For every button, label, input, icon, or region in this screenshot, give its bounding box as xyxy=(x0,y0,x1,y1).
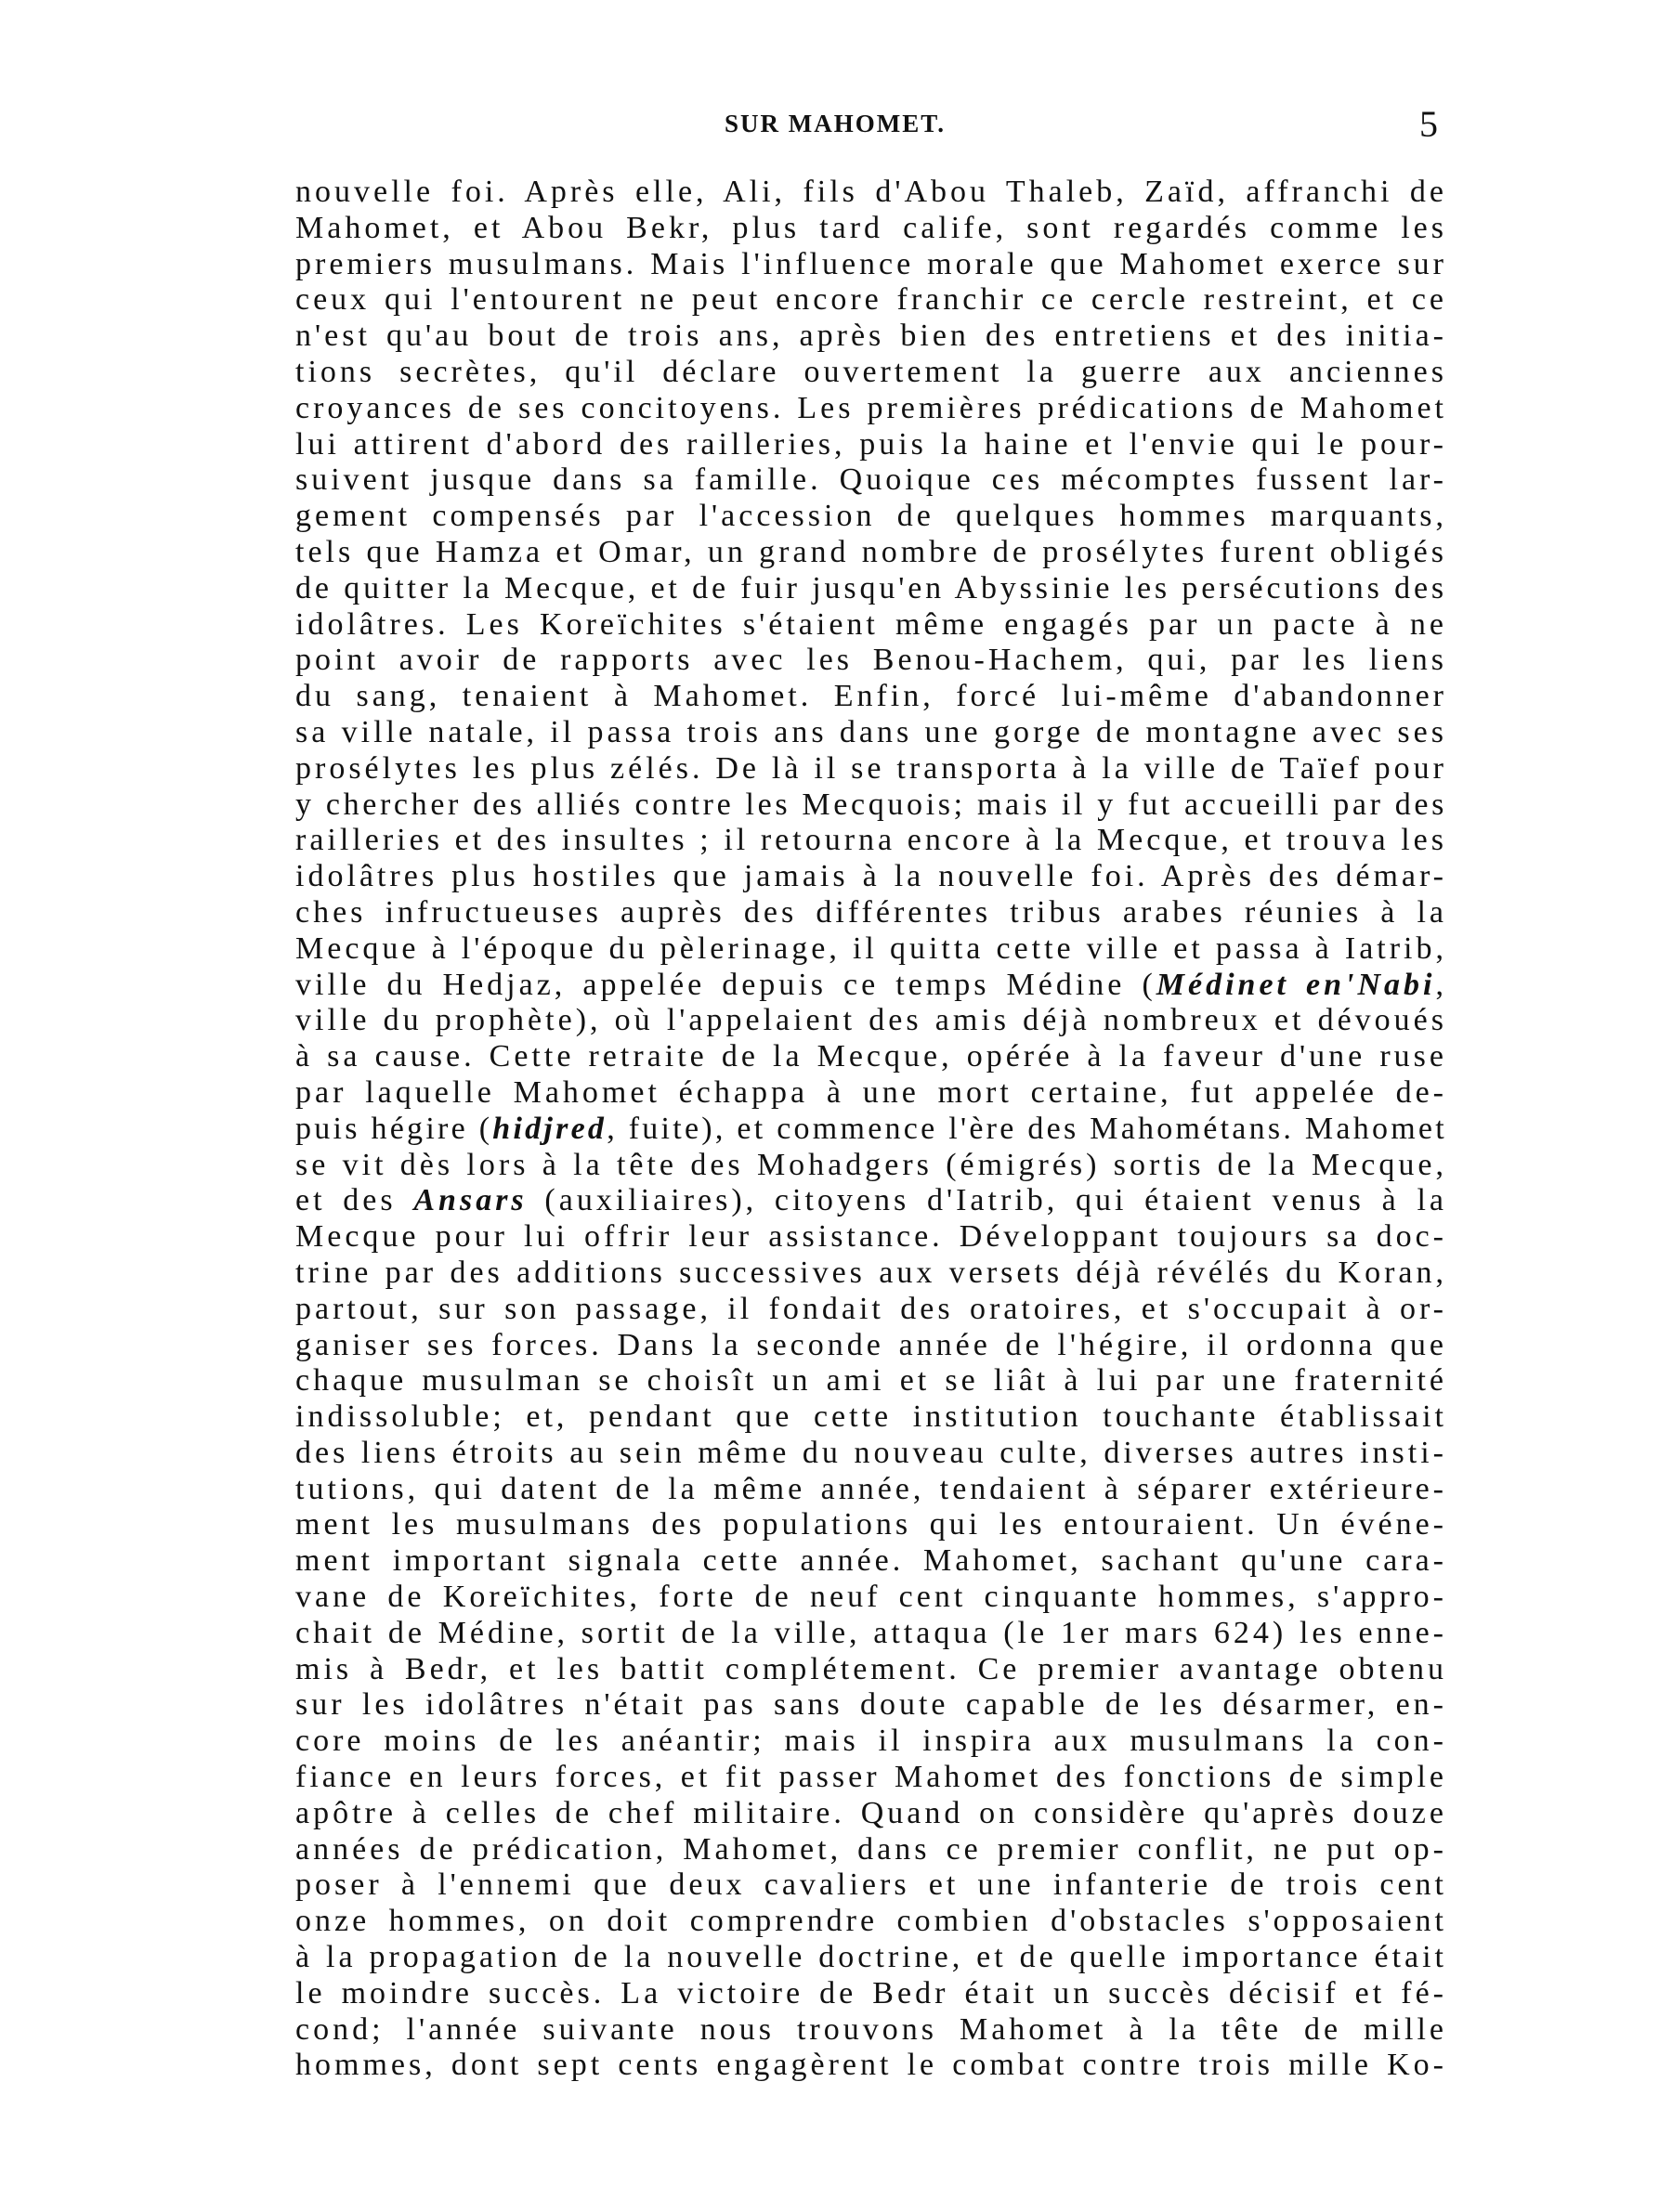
italic-term: Ansars xyxy=(413,1183,528,1218)
text-line xyxy=(295,1940,1447,1976)
text-segment: se vit dès lors à la tête des Mohadgers (émigrés) sortis de la Mecque, xyxy=(295,1147,1447,1182)
text-segment: Mecque à l'époque du pèlerinage, il quitta cette ville et passa à Iatrib, xyxy=(295,930,1447,966)
text-segment: des liens étroits au sein même du nouveau culte, diverses autres insti- xyxy=(295,1435,1447,1470)
text-segment: à la propagation de la nouvelle doctrine, et de quelle importance était xyxy=(295,1940,1447,1975)
text-line xyxy=(295,535,1447,571)
text-segment: cond; l'année suivante nous trouvons Mahomet à la tête de mille xyxy=(295,2011,1447,2047)
text-line xyxy=(295,1075,1447,1112)
text-line xyxy=(295,391,1447,427)
text-segment: tels que Hamza et Omar, un grand nombre de prosélytes furent obligés xyxy=(295,534,1447,569)
text-segment: le moindre succès. La victoire de Bedr était un succès décisif et fé- xyxy=(295,1975,1447,2010)
text-line xyxy=(295,1328,1447,1364)
text-line xyxy=(295,1543,1447,1580)
text-segment: tions secrètes, qu'il déclare ouvertement la guerre aux anciennes xyxy=(295,354,1447,389)
text-segment: ches infructueuses auprès des différentes tribus arabes réunies à la xyxy=(295,894,1447,930)
text-segment: premiers musulmans. Mais l'influence morale que Mahomet exerce sur xyxy=(295,246,1447,281)
text-segment: ceux qui l'entourent ne peut encore franchir ce cercle restreint, et ce xyxy=(295,282,1447,318)
text-segment: y chercher des alliés contre les Mecquois; mais il y fut accueilli par des xyxy=(295,787,1447,822)
text-line xyxy=(295,175,1447,211)
text-line xyxy=(295,427,1447,463)
running-head xyxy=(0,102,1659,149)
text-line xyxy=(295,2012,1447,2049)
text-line xyxy=(295,1832,1447,1868)
text-line xyxy=(295,787,1447,824)
text-line xyxy=(295,859,1447,895)
italic-term: Médinet en'Nabi xyxy=(1156,967,1436,1002)
text-segment: indissoluble; et, pendant que cette institution touchante établissait xyxy=(295,1399,1447,1435)
text-line xyxy=(295,211,1447,247)
text-segment: années de prédication, Mahomet, dans ce premier conflit, ne put op- xyxy=(295,1831,1447,1867)
text-line xyxy=(295,1796,1447,1832)
text-line xyxy=(295,968,1447,1004)
text-line xyxy=(295,1399,1447,1436)
italic-term: hidjred xyxy=(492,1111,607,1146)
text-segment: point avoir de rapports avec les Benou-Hachem, qui, par les liens xyxy=(295,643,1447,678)
text-line xyxy=(295,1760,1447,1796)
text-segment: , xyxy=(1435,967,1447,1002)
text-line xyxy=(295,571,1447,607)
text-segment: ganiser ses forces. Dans la seconde année de l'hégire, il ordonna que xyxy=(295,1327,1447,1362)
text-line xyxy=(295,1436,1447,1472)
text-line xyxy=(295,2048,1447,2084)
text-segment: trine par des additions successives aux versets déjà révélés du Koran, xyxy=(295,1255,1447,1290)
text-line xyxy=(295,355,1447,391)
text-line xyxy=(295,931,1447,968)
text-line xyxy=(295,1219,1447,1256)
text-segment: hommes, dont sept cents engagèrent le combat contre trois mille Ko- xyxy=(295,2048,1447,2083)
text-segment: de quitter la Mecque, et de fuir jusqu'en Abyssinie les persécutions des xyxy=(295,570,1447,605)
text-segment: du sang, tenaient à Mahomet. Enfin, forcé lui-même d'abandonner xyxy=(295,679,1447,714)
text-line xyxy=(295,1507,1447,1543)
text-segment: suivent jusque dans sa famille. Quoique ces mécomptes fussent lar- xyxy=(295,462,1447,498)
text-line xyxy=(295,1867,1447,1904)
text-line xyxy=(295,1616,1447,1652)
text-line xyxy=(295,1183,1447,1219)
text-segment: apôtre à celles de chef militaire. Quand on considère qu'après douze xyxy=(295,1795,1447,1830)
text-segment: n'est qu'au bout de trois ans, après bien des entretiens et des initia- xyxy=(295,319,1447,354)
text-line xyxy=(295,1148,1447,1184)
text-segment: croyances de ses concitoyens. Les premières prédications de Mahomet xyxy=(295,390,1447,425)
text-line xyxy=(295,1580,1447,1616)
text-line xyxy=(295,607,1447,644)
text-segment: poser à l'ennemi que deux cavaliers et une infanterie de trois cent xyxy=(295,1867,1447,1903)
text-segment: railleries et des insultes ; il retourna encore à la Mecque, et trouva les xyxy=(295,823,1447,858)
text-segment: gement compensés par l'accession de quelques hommes marquants, xyxy=(295,499,1447,534)
text-line xyxy=(295,751,1447,787)
text-segment: nouvelle foi. Après elle, Ali, fils d'Abou Thaleb, Zaïd, affranchi de xyxy=(295,175,1447,209)
text-segment: idolâtres plus hostiles que jamais à la nouvelle foi. Après des démar- xyxy=(295,859,1447,894)
text-line xyxy=(295,895,1447,931)
text-segment: ment important signala cette année. Mahomet, sachant qu'une cara- xyxy=(295,1543,1447,1579)
text-segment: chaque musulman se choisît un ami et se liât à lui par une fraternité xyxy=(295,1363,1447,1399)
text-segment: core moins de les anéantir; mais il inspira aux musulmans la con- xyxy=(295,1724,1447,1759)
text-segment: tutions, qui datent de la même année, tendaient à séparer extérieure- xyxy=(295,1471,1447,1506)
text-line xyxy=(295,1724,1447,1760)
text-line xyxy=(295,823,1447,859)
text-segment: vane de Koreïchites, forte de neuf cent cinquante hommes, s'appro- xyxy=(295,1580,1447,1615)
text-segment: sa ville natale, il passa trois ans dans une gorge de montagne avec ses xyxy=(295,714,1447,749)
text-segment: puis hégire ( xyxy=(295,1111,493,1146)
text-segment: , fuite), et commence l'ère des Mahométans. Mahomet xyxy=(607,1111,1447,1146)
text-segment: Mahomet, et Abou Bekr, plus tard calife, sont regardés comme les xyxy=(295,210,1447,245)
text-line xyxy=(295,1904,1447,1940)
running-title: SUR MAHOMET. xyxy=(725,110,946,137)
text-segment: partout, sur son passage, il fondait des oratoires, et s'occupait à or- xyxy=(295,1291,1447,1326)
text-line xyxy=(295,643,1447,679)
text-segment: prosélytes les plus zélés. De là il se transporta à la ville de Taïef pour xyxy=(295,750,1447,786)
text-segment: mis à Bedr, et les battit complétement. Ce premier avantage obtenu xyxy=(295,1651,1447,1686)
text-segment: par laquelle Mahomet échappa à une mort certaine, fut appelée de- xyxy=(295,1074,1447,1110)
text-segment: fiance en leurs forces, et fit passer Mahomet des fonctions de simple xyxy=(295,1760,1447,1795)
text-segment: à sa cause. Cette retraite de la Mecque, opérée à la faveur d'une ruse xyxy=(295,1039,1447,1074)
text-segment: onze hommes, on doit comprendre combien d'obstacles s'opposaient xyxy=(295,1904,1447,1939)
text-line xyxy=(295,499,1447,535)
text-line xyxy=(295,1363,1447,1399)
text-segment: ville du Hedjaz, appelée depuis ce temps Médine ( xyxy=(295,967,1156,1002)
text-line xyxy=(295,247,1447,283)
text-segment: (auxiliaires), citoyens d'Iatrib, qui étaient venus à la xyxy=(527,1183,1448,1218)
text-line xyxy=(295,1292,1447,1328)
body-text xyxy=(295,175,1447,2084)
page-number: 5 xyxy=(1419,103,1438,145)
text-segment: chait de Médine, sortit de la ville, attaqua (le 1er mars 624) les enne- xyxy=(295,1615,1447,1650)
text-line xyxy=(295,715,1447,751)
text-line xyxy=(295,1256,1447,1292)
text-line xyxy=(295,1112,1447,1148)
text-line xyxy=(295,1687,1447,1724)
text-segment: sur les idolâtres n'était pas sans doute capable de les désarmer, en- xyxy=(295,1687,1447,1723)
text-segment: ville du prophète), où l'appelaient des amis déjà nombreux et dévoués xyxy=(295,1003,1447,1038)
text-line xyxy=(295,1976,1447,2012)
text-line xyxy=(295,1003,1447,1039)
text-line xyxy=(295,282,1447,319)
text-segment: lui attirent d'abord des railleries, puis la haine et l'envie qui le pour- xyxy=(295,426,1447,462)
text-line xyxy=(295,1039,1447,1075)
text-line xyxy=(295,679,1447,715)
text-segment: idolâtres. Les Koreïchites s'étaient même engagés par un pacte à ne xyxy=(295,606,1447,642)
text-segment: ment les musulmans des populations qui les entouraient. Un événe- xyxy=(295,1507,1447,1542)
text-segment: Mecque pour lui offrir leur assistance. Développant toujours sa doc- xyxy=(295,1219,1447,1255)
text-line xyxy=(295,1652,1447,1688)
text-line xyxy=(295,319,1447,355)
text-segment: et des xyxy=(295,1183,414,1218)
text-line xyxy=(295,1472,1447,1508)
text-line xyxy=(295,462,1447,499)
